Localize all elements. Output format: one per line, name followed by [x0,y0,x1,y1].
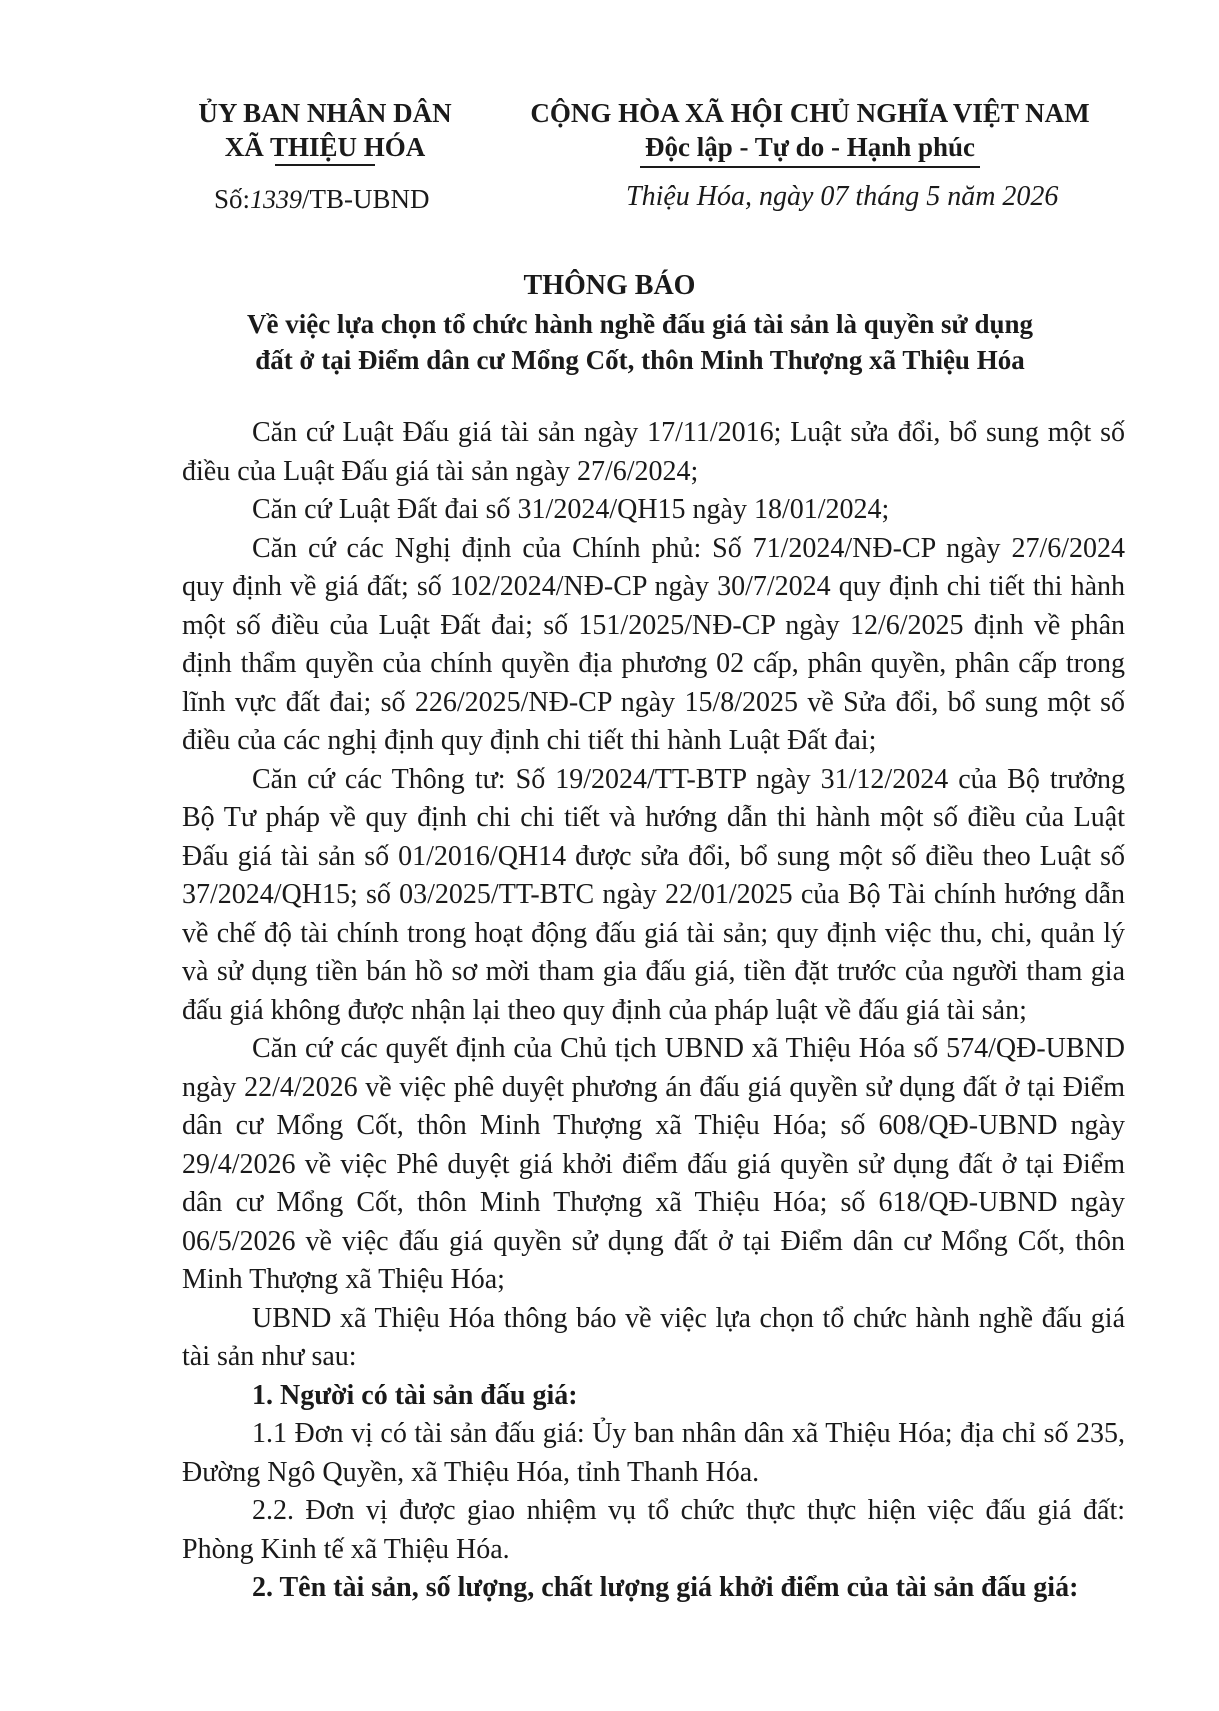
date-line: Thiệu Hóa, ngày 07 tháng 5 năm 2026 [626,181,1059,212]
paragraph: Căn cứ các Nghị định của Chính phủ: Số 71/2024/NĐ-CP ngày 27/6/2024 quy định về giá đất; số 102/2024/NĐ-CP ngày 30/7/2024 quy định chi tiết thi hành một số điều của Luật Đất đai; số 151/2025/NĐ-CP ngày 12/6/2025 định về phân định thẩm quyền của chính quyền địa phương 02 cấp, phân quyền, phân cấp trong lĩnh vực đất đai; số 226/2025/NĐ-CP ngày 15/8/2025 về Sửa đổi, bổ sung một số điều của các nghị định quy định chi tiết thi hành Luật Đất đai; [182,532,1125,756]
paragraph: 1.1 Đơn vị có tài sản đấu giá: Ủy ban nhân dân xã Thiệu Hóa; địa chỉ số 235, Đường Ngô Quyền, xã Thiệu Hóa, tỉnh Thanh Hóa. [182,1418,1125,1488]
doc-number-suffix: /TB-UBND [302,184,430,214]
document-number [214,182,430,217]
doc-number-value: 1339 [250,185,303,214]
doc-number-prefix: Số: [214,184,251,214]
agency-underline [275,164,375,166]
paragraph: Căn cứ các Thông tư: Số 19/2024/TT-BTP ngày 31/12/2024 của Bộ trưởng Bộ Tư pháp về quy định chi chi tiết và hướng dẫn thi hành một số điều của Luật Đấu giá tài sản số 01/2016/QH14 được sửa đổi, bổ sung một số điều theo Luật số 37/2024/QH15; số 03/2025/TT-BTC ngày 22/01/2025 của Bộ Tài chính hướng dẫn về chế độ tài chính trong hoạt động đấu giá tài sản; quy định việc thu, chi, quản lý và sử dụng tiền bán hồ sơ mời tham gia đấu giá, tiền đặt trước của người tham gia đấu giá không được nhận lại theo quy định của pháp luật về đấu giá tài sản; [182,763,1125,1026]
section-heading: 1. Người có tài sản đấu giá: [252,1379,578,1411]
subtitle-line-1: Về việc lựa chọn tổ chức hành nghề đấu giá tài sản là quyền sử dụng [246,309,1033,339]
document-body [182,414,1125,1608]
agency-line-2: XÃ THIỆU HÓA [224,132,426,162]
nation-line: CỘNG HÒA XÃ HỘI CHỦ NGHĨA VIỆT NAM [530,98,1090,128]
motto-underline [640,166,980,168]
paragraph: Căn cứ các quyết định của Chủ tịch UBND xã Thiệu Hóa số 574/QĐ-UBND ngày 22/4/2026 về việc phê duyệt phương án đấu giá quyền sử dụng đất ở tại Điểm dân cư Mổng Cốt, thôn Minh Thượng xã Thiệu Hóa; số 608/QĐ-UBND ngày 29/4/2026 về việc Phê duyệt giá khởi điểm đấu giá quyền sử dụng đất ở tại Điểm dân cư Mổng Cốt, thôn Minh Thượng xã Thiệu Hóa; số 618/QĐ-UBND ngày 06/5/2026 về việc đấu giá quyền sử dụng đất ở tại Điểm dân cư Mổng Cốt, thôn Minh Thượng xã Thiệu Hóa; [182,1033,1125,1295]
agency-line-1: ỦY BAN NHÂN DÂN [198,98,452,128]
paragraph: Căn cứ Luật Đấu giá tài sản ngày 17/11/2016; Luật sửa đổi, bổ sung một số điều của Luật Đấu giá tài sản ngày 27/6/2024; [182,417,1125,487]
document-title: THÔNG BÁO [523,270,696,301]
issuing-agency [175,96,475,166]
motto: Độc lập - Tự do - Hạnh phúc [644,132,976,162]
paragraph: 2.2. Đơn vị được giao nhiệm vụ tổ chức thực thực hiện việc đấu giá đất: Phòng Kinh tế xã Thiệu Hóa. [182,1495,1125,1565]
national-header [500,96,1120,168]
paragraph: UBND xã Thiệu Hóa thông báo về việc lựa chọn tổ chức hành nghề đấu giá tài sản như sau: [182,1302,1125,1372]
paragraph: Căn cứ Luật Đất đai số 31/2024/QH15 ngày 18/01/2024; [252,494,890,525]
section-heading: 2. Tên tài sản, số lượng, chất lượng giá khởi điểm của tài sản đấu giá: [252,1572,1079,1603]
document-subtitle [180,306,1100,378]
subtitle-line-2: đất ở tại Điểm dân cư Mổng Cốt, thôn Minh Thượng xã Thiệu Hóa [255,345,1025,375]
